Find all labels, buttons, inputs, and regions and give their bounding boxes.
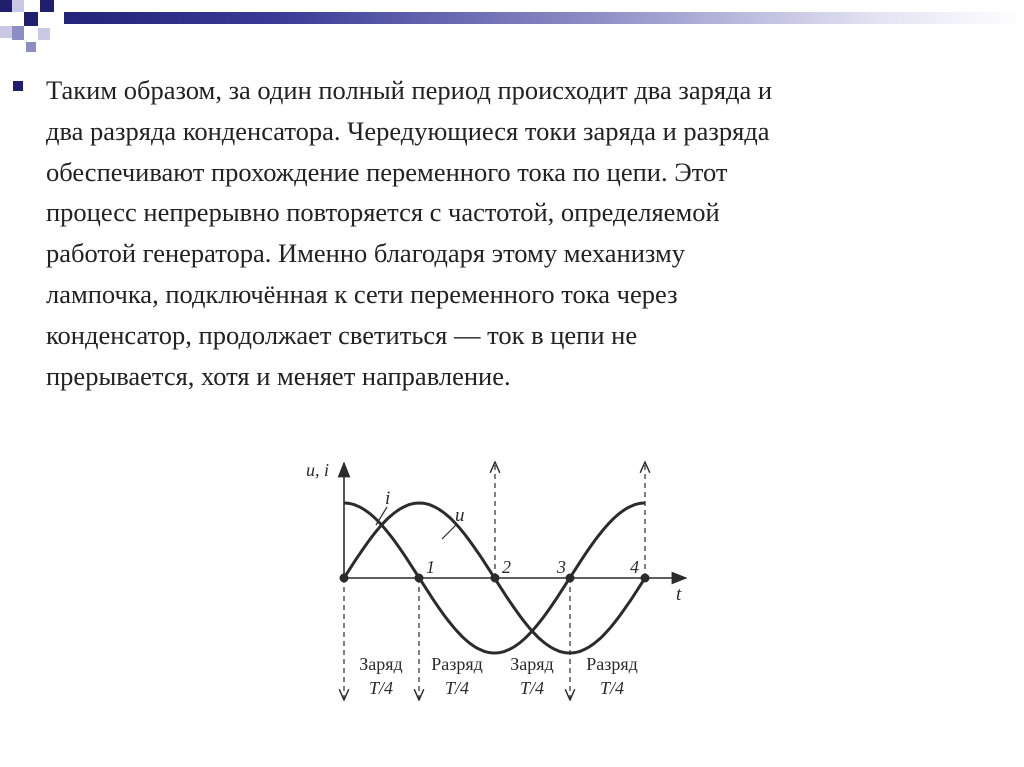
y-axis-label: u, i bbox=[306, 460, 330, 480]
point-2 bbox=[491, 574, 500, 583]
point-1 bbox=[415, 574, 424, 583]
point-3 bbox=[566, 574, 575, 583]
phase-duration: T/4 bbox=[368, 678, 394, 698]
phase-name: Заряд bbox=[510, 654, 554, 674]
point-label: 4 bbox=[630, 557, 639, 577]
voltage-curve-label: u bbox=[455, 505, 465, 526]
phase-name: Разряд bbox=[431, 654, 483, 674]
point-label: 1 bbox=[426, 557, 435, 577]
current-curve-label: i bbox=[385, 488, 391, 509]
x-axis-label: t bbox=[676, 584, 682, 605]
point-label: 3 bbox=[557, 557, 566, 577]
phase-duration: T/4 bbox=[444, 678, 470, 698]
phase-name: Заряд bbox=[359, 654, 403, 674]
origin-point bbox=[340, 574, 349, 583]
phase-duration: T/4 bbox=[519, 678, 545, 698]
phase-duration: T/4 bbox=[599, 678, 625, 698]
point-4 bbox=[641, 574, 650, 583]
body-paragraph: Таким образом, за один полный период происходит два заряда и два разряда конденсатора. Чередующиеся токи заряда и разряда обеспечивают прохождение переменного тока по цепи. Этот процесс непрерывно повторяется с частотой, определяемой работой генератора. Именно благодаря этому механизму лампочка, подключённая к сети переменного тока через конденсатор, продолжает светиться — ток в цепи не прерывается, хотя и меняет направление. bbox=[46, 75, 773, 391]
phase-name: Разряд bbox=[586, 654, 638, 674]
voltage-label-leader bbox=[442, 525, 456, 539]
point-label: 2 bbox=[502, 557, 511, 577]
